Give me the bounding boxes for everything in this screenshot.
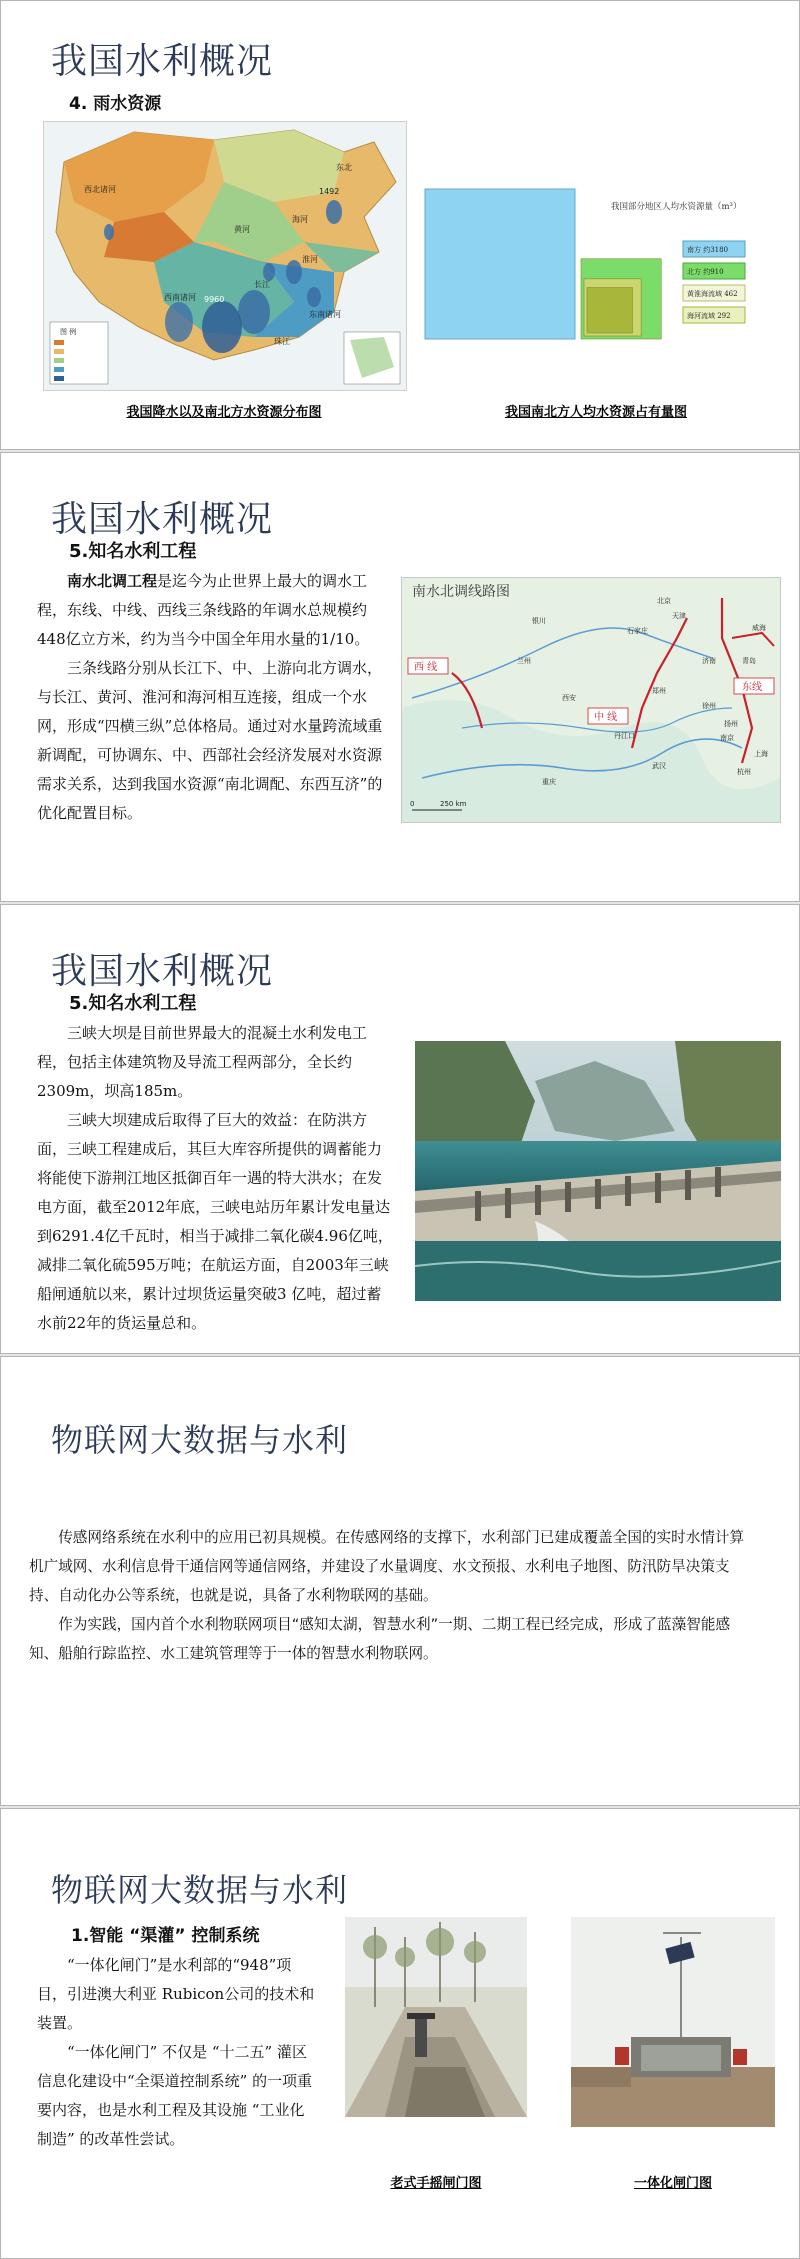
city-zhengzhou: 郑州: [652, 687, 666, 695]
slide-subtitle: 4. 雨水资源: [69, 94, 162, 114]
scale-label: 250 km: [440, 800, 467, 808]
city-shijiazhuang: 石家庄: [627, 627, 648, 635]
route-map-image: [401, 577, 781, 823]
legend-label: 南方 约3180: [687, 246, 729, 254]
paragraph: 传感网络系统在水利中的应用已初具规模。在传感网络的支撑下，水利部门已建成覆盖全国的实时水情计算机广域网、水利信息骨干通信网等通信网络，并建设了水量调度、水文预报、水利电子地图、防汛防旱决策支持、自动化办公等系统，也就是说，具备了水利物联网的基础。: [29, 1529, 745, 1604]
city-danjiangkou: 丹江口: [614, 732, 635, 740]
slide-title: 我国水利概况: [51, 41, 274, 82]
west-route-label: 西 线: [414, 662, 438, 673]
integrated-gate-photo: [571, 1917, 775, 2127]
city-hangzhou: 杭州: [737, 768, 751, 776]
paragraph: 三峡大坝建成后取得了巨大的效益：在防洪方面，三峡工程建成后，其巨大库容所提供的调蓄能力将能使下游荆江地区抵御百年一遇的特大洪水；在发电方面，截至2012年底，三峡电站历年累计发电量达到6291.4亿千瓦时，相当于减排二氧化碳4.96亿吨，减排二氧化硫595万吨；在航运方面，自2003年三峡船闸通航以来，累计过坝货运量突破3 亿吨，超过蓄水前22年的货运量总和。: [37, 1111, 393, 1332]
city-weihai: 威海: [752, 624, 766, 632]
slide-three-gorges: [0, 904, 800, 1354]
city-qingdao: 青岛: [742, 657, 756, 665]
city-xian: 西安: [562, 694, 576, 702]
city-chongqing: 重庆: [542, 778, 556, 786]
map-value-9960: 9960: [204, 295, 225, 304]
three-gorges-dam-photo: [415, 1041, 781, 1301]
map-legend-title: 图 例: [60, 328, 77, 336]
east-route-label: 东线: [742, 682, 762, 693]
city-tianjin: 天津: [672, 612, 686, 620]
water-per-capita-caption: 我国南北方人均水资源占有量图: [504, 405, 687, 420]
paragraph: 作为实践，国内首个水利物联网项目“感知太湖，智慧水利”一期、二期工程已经完成，形成了蓝藻智能感知、船舶行踪监控、水工建筑管理等于一体的智慧水利物联网。: [29, 1616, 731, 1662]
slide-iot-water-2: [0, 1808, 800, 2259]
middle-route-label: 中 线: [594, 712, 618, 723]
legend-label: 北方 约910: [687, 268, 724, 276]
slide-body: [37, 1951, 317, 2154]
slide-subtitle: 1.智能 “渠灌” 控制系统: [71, 1926, 260, 1946]
map-label-northwest: 西北诸河: [84, 185, 116, 194]
map-label-hai: 海河: [292, 215, 308, 224]
integrated-gate-svg: [571, 1917, 775, 2127]
city-shanghai: 上海: [754, 750, 768, 758]
legend-label: 黄淮海流域 462: [687, 290, 738, 298]
slide-body: [37, 567, 385, 828]
slide-body: [29, 1523, 751, 1668]
slide-title: 物联网大数据与水利: [51, 1421, 349, 1459]
map-label-pearl: 珠江: [274, 337, 290, 346]
precipitation-map-svg: [44, 122, 406, 390]
paragraph: 三条线路分别从长江下、中、上游向北方调水，与长江、黄河、淮河和海河相互连接，组成一个水网，形成“四横三纵”总体格局。通过对水量跨流域重新调配，可协调东、中、西部社会经济发展对水资源需求关系，达到我国水资源“南北调配、东西互济”的优化配置目标。: [37, 659, 383, 822]
slide-title: 我国水利概况: [51, 951, 274, 992]
map-label-southeast: 东南诸河: [309, 310, 341, 319]
slide-title: 我国水利概况: [51, 499, 274, 540]
paragraph: “一体化闸门” 不仅是 “十二五” 灌区信息化建设中“全渠道控制系统” 的一项重要内容，也是水利工程及其设施 “工业化制造” 的改革性尝试。: [37, 2043, 313, 2148]
slide-subtitle: 5.知名水利工程: [69, 541, 197, 562]
precipitation-map-caption: 我国降水以及南北方水资源分布图: [126, 405, 322, 420]
precipitation-map-image: [43, 121, 407, 391]
paragraph: [37, 567, 385, 654]
old-hand-gate-caption: 老式手摇闸门图: [390, 2176, 482, 2191]
city-nanjing: 南京: [720, 734, 734, 742]
paragraph-rest: 是迄今为止世界上最大的调水工程，东线、中线、西线三条线路的年调水总规模约448亿立方米，约为当今中国全年用水量的1/10。: [37, 572, 370, 648]
city-wuhan: 武汉: [652, 762, 666, 770]
slide-body: [37, 1019, 393, 1338]
map-label-yangtze: 长江: [254, 280, 270, 289]
slide-iot-water-1: [0, 1356, 800, 1806]
highlight-term: 南水北调工程: [67, 572, 158, 590]
paragraph: “一体化闸门”是水利部的“948”项目，引进澳大利亚 Rubicon公司的技术和装置。: [37, 1956, 315, 2032]
slide-south-north-water: [0, 452, 800, 902]
slide-rain-resources: [0, 0, 800, 450]
map-label-southwest: 西南诸河: [164, 293, 196, 302]
water-per-capita-svg: [421, 171, 761, 341]
legend-label: 海河流域 292: [687, 312, 731, 320]
route-map-title: 南水北调线路图: [412, 584, 510, 600]
map-label-northeast: 东北: [336, 163, 352, 172]
integrated-gate-caption: 一体化闸门图: [633, 2176, 712, 2191]
paragraph: 三峡大坝是目前世界最大的混凝土水利发电工程，包括主体建筑物及导流工程两部分，全长约2309m，坝高185m。: [37, 1024, 368, 1100]
map-value-1492: 1492: [319, 187, 340, 196]
old-hand-gate-photo: [345, 1917, 527, 2117]
city-jinan: 济南: [702, 657, 716, 665]
route-map-svg: [402, 578, 780, 822]
city-yinchuan: 银川: [532, 617, 546, 625]
city-lanzhou: 兰州: [517, 657, 531, 665]
map-label-yellow-river: 黄河: [234, 225, 250, 234]
old-hand-gate-svg: [345, 1917, 527, 2117]
water-per-capita-chart: [421, 171, 761, 341]
city-yangzhou: 扬州: [724, 720, 738, 728]
chart-square-海河流域: [587, 288, 632, 333]
slide-title: 物联网大数据与水利: [51, 1871, 349, 1909]
three-gorges-dam-svg: [415, 1041, 781, 1301]
chart-title: 我国部分地区人均水资源量（m³）: [611, 202, 742, 212]
city-beijing: 北京: [657, 597, 671, 605]
map-label-huai: 淮河: [302, 255, 318, 264]
city-xuzhou: 徐州: [702, 702, 716, 710]
slide-subtitle: 5.知名水利工程: [69, 993, 197, 1014]
chart-square-南方: [425, 189, 575, 339]
scale-zero: 0: [410, 800, 415, 808]
